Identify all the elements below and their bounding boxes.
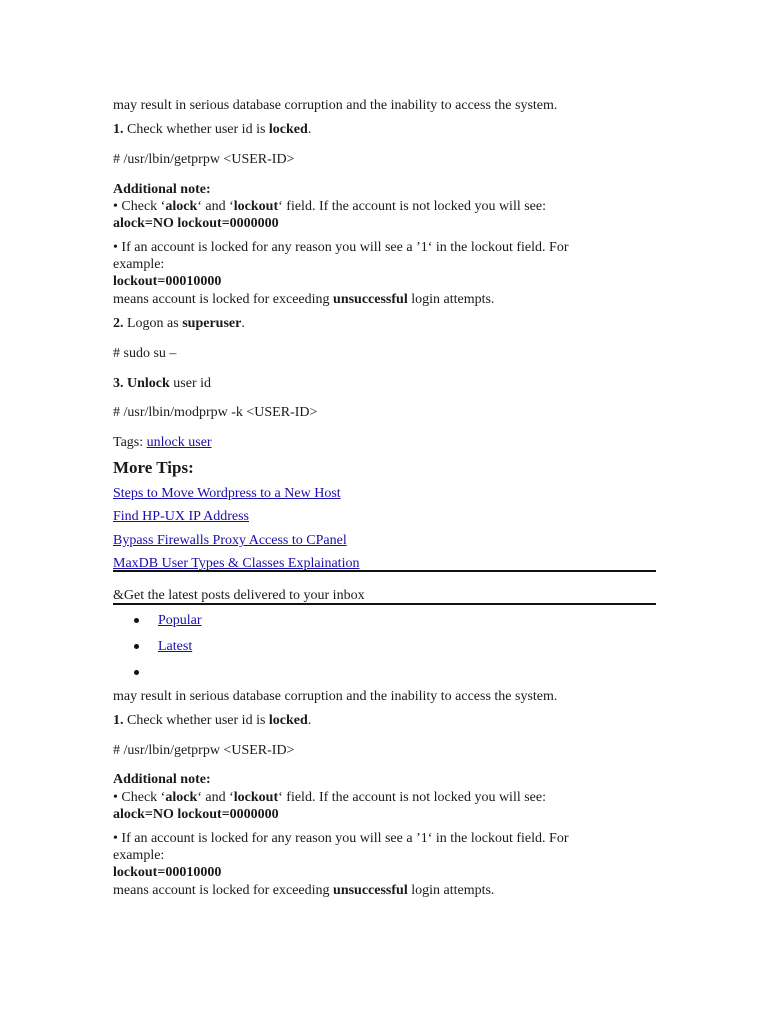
step2-line: [113, 315, 245, 332]
bullet-icon: [134, 644, 139, 649]
bullet-icon: [134, 618, 139, 623]
additional-note-label: Additional note:: [113, 182, 211, 197]
period: .: [241, 316, 245, 331]
tip-item: [113, 485, 341, 502]
lockout-keyword: lockout: [233, 199, 279, 214]
unlock-keyword: Unlock: [123, 376, 170, 391]
tab-popular: [158, 612, 202, 629]
means-line: [113, 882, 494, 899]
tip-link-maxdb[interactable]: MaxDB User Types & Classes Explaination: [113, 556, 360, 571]
additional-note-heading: [113, 771, 211, 788]
unsuccessful-keyword: unsuccessful: [333, 883, 408, 898]
step-number: 1.: [113, 713, 124, 728]
locked-info-line1: • If an account is locked for any reason you will see a ’1‘ in the lockout field. For: [113, 240, 569, 255]
step-number: 1.: [113, 122, 124, 137]
subscribe-text: &Get the latest posts delivered to your inbox: [113, 588, 365, 603]
tab-popular-link[interactable]: Popular: [158, 613, 202, 628]
means-end: login attempts.: [407, 883, 495, 898]
tab-latest: [158, 638, 192, 655]
command-sudo: # sudo su –: [113, 346, 177, 361]
additional-note-heading: [113, 181, 211, 198]
step-text: user id: [169, 376, 212, 391]
command-modprpw: # /usr/lbin/modprpw -k <USER-ID>: [113, 405, 318, 420]
command-getprpw: # /usr/lbin/getprpw <USER-ID>: [113, 743, 295, 758]
step-text: Logon as: [123, 316, 183, 331]
tip-link-cpanel[interactable]: Bypass Firewalls Proxy Access to CPanel: [113, 533, 347, 548]
tags-label: Tags:: [113, 435, 147, 450]
more-tips-heading: More Tips:: [113, 458, 194, 477]
step1-line: [113, 712, 311, 729]
locked-info-line2: example:: [113, 848, 165, 863]
unsuccessful-keyword: unsuccessful: [333, 292, 408, 307]
intro-text: may result in serious database corruption and the inability to access the system.: [113, 98, 558, 113]
divider: [113, 603, 656, 605]
tip-link-hpux-ip[interactable]: Find HP-UX IP Address: [113, 509, 249, 524]
tip-item: [113, 508, 249, 525]
alock-keyword: alock: [165, 199, 198, 214]
status-locked-value: lockout=00010000: [113, 865, 222, 880]
tab-latest-link[interactable]: Latest: [158, 639, 193, 654]
tip-link-wordpress[interactable]: Steps to Move Wordpress to a New Host: [113, 486, 341, 501]
locked-keyword: locked: [268, 713, 308, 728]
command-getprpw: # /usr/lbin/getprpw <USER-ID>: [113, 152, 295, 167]
status-locked: [113, 273, 221, 290]
tags-line: [113, 434, 212, 451]
and-text: ‘ and ‘: [197, 199, 234, 214]
tag-link-unlock-user[interactable]: unlock user: [146, 435, 212, 450]
step-number: 2.: [113, 316, 124, 331]
check-prefix: • Check ‘: [113, 199, 166, 214]
means-text: means account is locked for exceeding: [113, 292, 334, 307]
bullet-icon: [134, 670, 139, 675]
locked-keyword: locked: [268, 122, 308, 137]
check-fields-line: [113, 789, 546, 806]
step1-line: [113, 121, 311, 138]
means-end: login attempts.: [407, 292, 495, 307]
superuser-keyword: superuser: [182, 316, 242, 331]
lockout-keyword: lockout: [233, 790, 279, 805]
step-text: Check whether user id is: [123, 713, 269, 728]
step-number: 3.: [113, 376, 124, 391]
tip-item: [113, 532, 347, 549]
check-prefix: • Check ‘: [113, 790, 166, 805]
divider: [113, 570, 656, 572]
and-text: ‘ and ‘: [197, 790, 234, 805]
period: .: [307, 713, 312, 728]
means-text: means account is locked for exceeding: [113, 883, 334, 898]
additional-note-label: Additional note:: [113, 772, 211, 787]
status-locked: [113, 864, 221, 881]
status-unlocked-value: alock=NO lockout=0000000: [113, 807, 279, 822]
locked-info-line1: • If an account is locked for any reason you will see a ’1‘ in the lockout field. For: [113, 831, 569, 846]
step3-line: [113, 375, 211, 392]
step-text: Check whether user id is: [123, 122, 269, 137]
status-unlocked: [113, 806, 279, 823]
check-suffix: ‘ field. If the account is not locked you will see:: [278, 790, 546, 805]
status-locked-value: lockout=00010000: [113, 274, 222, 289]
intro-text: may result in serious database corruption and the inability to access the system.: [113, 689, 558, 704]
check-fields-line: [113, 198, 546, 215]
status-unlocked: [113, 215, 279, 232]
status-unlocked-value: alock=NO lockout=0000000: [113, 216, 279, 231]
locked-info-line2: example:: [113, 257, 165, 272]
alock-keyword: alock: [165, 790, 198, 805]
check-suffix: ‘ field. If the account is not locked you will see:: [278, 199, 546, 214]
period: .: [307, 122, 312, 137]
means-line: [113, 291, 494, 308]
